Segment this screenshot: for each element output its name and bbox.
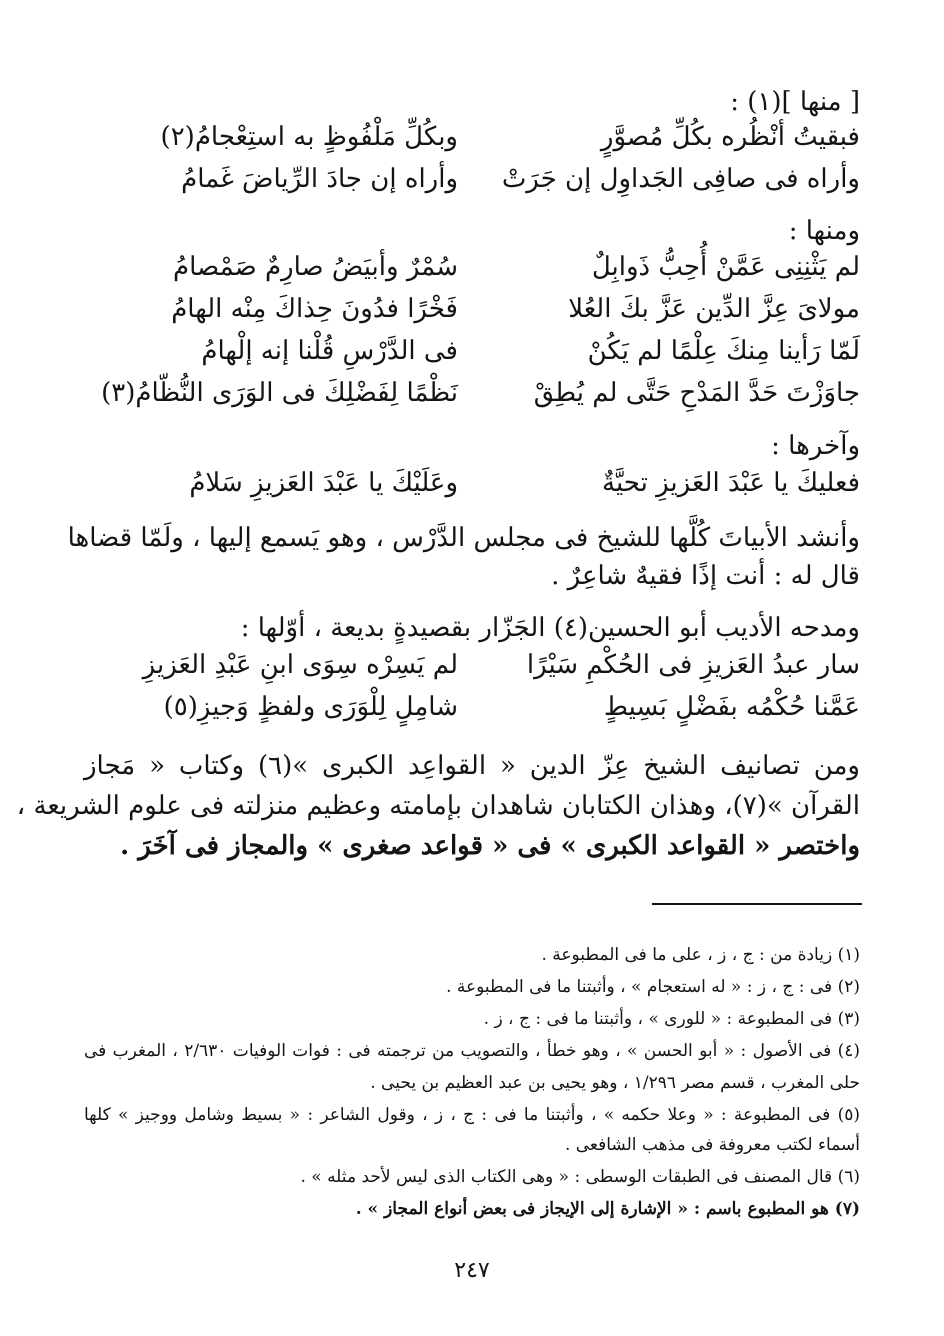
verse-second-hemistich: فَخْرًا فدُونَ حِذاكَ مِنْه الهامُ: [171, 294, 458, 324]
footnote: (٢) فى : ج ، ز : « له استعجام » ، وأثبتنا ما فى المطبوعة .: [446, 977, 860, 997]
verse-first-hemistich: عَمَّنا حُكْمُه بفَضْلٍ بَسِيطٍ: [603, 692, 860, 722]
verse-line: [0, 294, 944, 334]
verse-line: [0, 468, 944, 508]
prose-line: القرآن »(٧)، وهذان الكتابان شاهدان بإمامته وعظيم منزلته فى علوم الشريعة ،: [16, 791, 860, 821]
verse-line: [0, 336, 944, 376]
footnote-continuation: حلى المغرب ، قسم مصر ١/٢٩٦ ، وهو يحيى بن عبد العظيم بن يحيى .: [370, 1073, 860, 1093]
verse-first-hemistich: لَمّا رَأينا مِنكَ عِلْمًا لم يَكُنْ: [587, 336, 860, 366]
verse-line: [0, 378, 944, 418]
verse-second-hemistich: وأراه إن جادَ الرِّياضَ غَمامُ: [181, 164, 458, 194]
footnote: (٧) هو المطبوع باسم : « الإشارة إلى الإيجاز فى بعض أنواع المجاز » .: [355, 1199, 860, 1219]
prose-line: وأنشد الأبياتَ كُلَّها للشيخ فى مجلس الدَّرْس ، وهو يَسمع إليها ، ولَمّا قضاها: [67, 523, 860, 553]
page-number: ٢٤٧: [454, 1258, 490, 1283]
verse-second-hemistich: سُمْرٌ وأبيَضُ صارِمٌ صَمْصامُ: [173, 252, 458, 282]
verse-line: [0, 122, 944, 162]
footnote: (١) زيادة من : ج ، ز ، على ما فى المطبوعة .: [541, 945, 860, 965]
footnote: (٤) فى الأصول : « أبو الحسن » ، وهو خطأ ، والتصويب من ترجمته فى : فوات الوفيات ٢/٦٣٠ ، المغرب فى: [84, 1041, 860, 1061]
verse-second-hemistich: فى الدَّرْسِ قُلْنا إنه إلْهامُ: [201, 336, 458, 366]
verse-first-hemistich: وأراه فى صافِى الجَداوِل إن جَرَتْ: [501, 164, 860, 194]
verse-line: [0, 252, 944, 292]
verse-first-hemistich: جاوَزْتَ حَدَّ المَدْحِ حَتَّى لم يُطِقْ: [533, 378, 860, 408]
verse-first-hemistich: لم يَثْنِنِى عَمَّنْ أُحِبُّ ذَوابِلٌ: [591, 252, 860, 282]
section-heading-akhiruha: وآخرها :: [771, 431, 860, 461]
verse-line: [0, 650, 944, 690]
verse-second-hemistich: وبكُلِّ مَلْفُوظٍ به استِعْجامُ(٢): [160, 122, 458, 152]
footnote: (٣) فى المطبوعة : « للورى » ، وأثبتنا ما فى : ج ، ز .: [483, 1009, 860, 1029]
verse-line: [0, 164, 944, 204]
verse-second-hemistich: وعَلَيْكَ يا عَبْدَ العَزيزِ سَلامُ: [189, 468, 458, 498]
verse-line: [0, 692, 944, 732]
section-heading-wa-minha: ومنها :: [788, 216, 860, 246]
section-heading-minha: [ منها ](١) :: [730, 87, 860, 117]
verse-first-hemistich: فعليكَ يا عَبْدَ العَزيزِ تحيَّةٌ: [602, 468, 860, 498]
prose-line: ومن تصانيف الشيخ عِزّ الدين « القواعِد الكبرى »(٦) وكتاب « مَجاز: [84, 751, 860, 781]
prose-line: ومدحه الأديب أبو الحسين(٤) الجَزّار بقصيدةٍ بديعة ، أوّلها :: [240, 613, 860, 643]
prose-line: واختصر « القواعد الكبرى » فى « قواعد صغرى » والمجاز فى آخَرَ .: [120, 831, 860, 861]
prose-line: قال له : أنت إذًا فقيهٌ شاعِرٌ .: [551, 561, 860, 591]
footnote: (٦) قال المصنف فى الطبقات الوسطى : « وهى الكتاب الذى ليس لأحد مثله » .: [300, 1167, 860, 1187]
footnote-continuation: أسماء لكتب معروفة فى مذهب الشافعى .: [564, 1135, 860, 1155]
verse-second-hemistich: لم يَسِرْه سِوَى ابنِ عَبْدِ العَزيزِ: [142, 650, 458, 680]
footnote: (٥) فى المطبوعة : « وعلا حكمه » ، وأثبتنا ما فى : ج ، ز ، وقول الشاعر : « بسيط وشامل ووجيز » كلها: [84, 1105, 860, 1125]
verse-first-hemistich: سار عبدُ العَزيزِ فى الحُكْمِ سَيْرًا: [526, 650, 860, 680]
verse-second-hemistich: شامِلٍ لِلْوَرَى ولفظٍ وَجيزِ(٥): [163, 692, 458, 722]
verse-first-hemistich: فبقيتُ أنْظُره بكُلِّ مُصوَّرٍ: [600, 122, 860, 152]
verse-second-hemistich: نَظْمًا لِفَضْلِكَ فى الوَرَى النُّظّامُ(٣): [101, 378, 458, 408]
verse-first-hemistich: مولاىَ عِزَّ الدِّين عَزَّ بكَ العُلا: [568, 294, 860, 324]
footnote-divider: [652, 903, 862, 905]
